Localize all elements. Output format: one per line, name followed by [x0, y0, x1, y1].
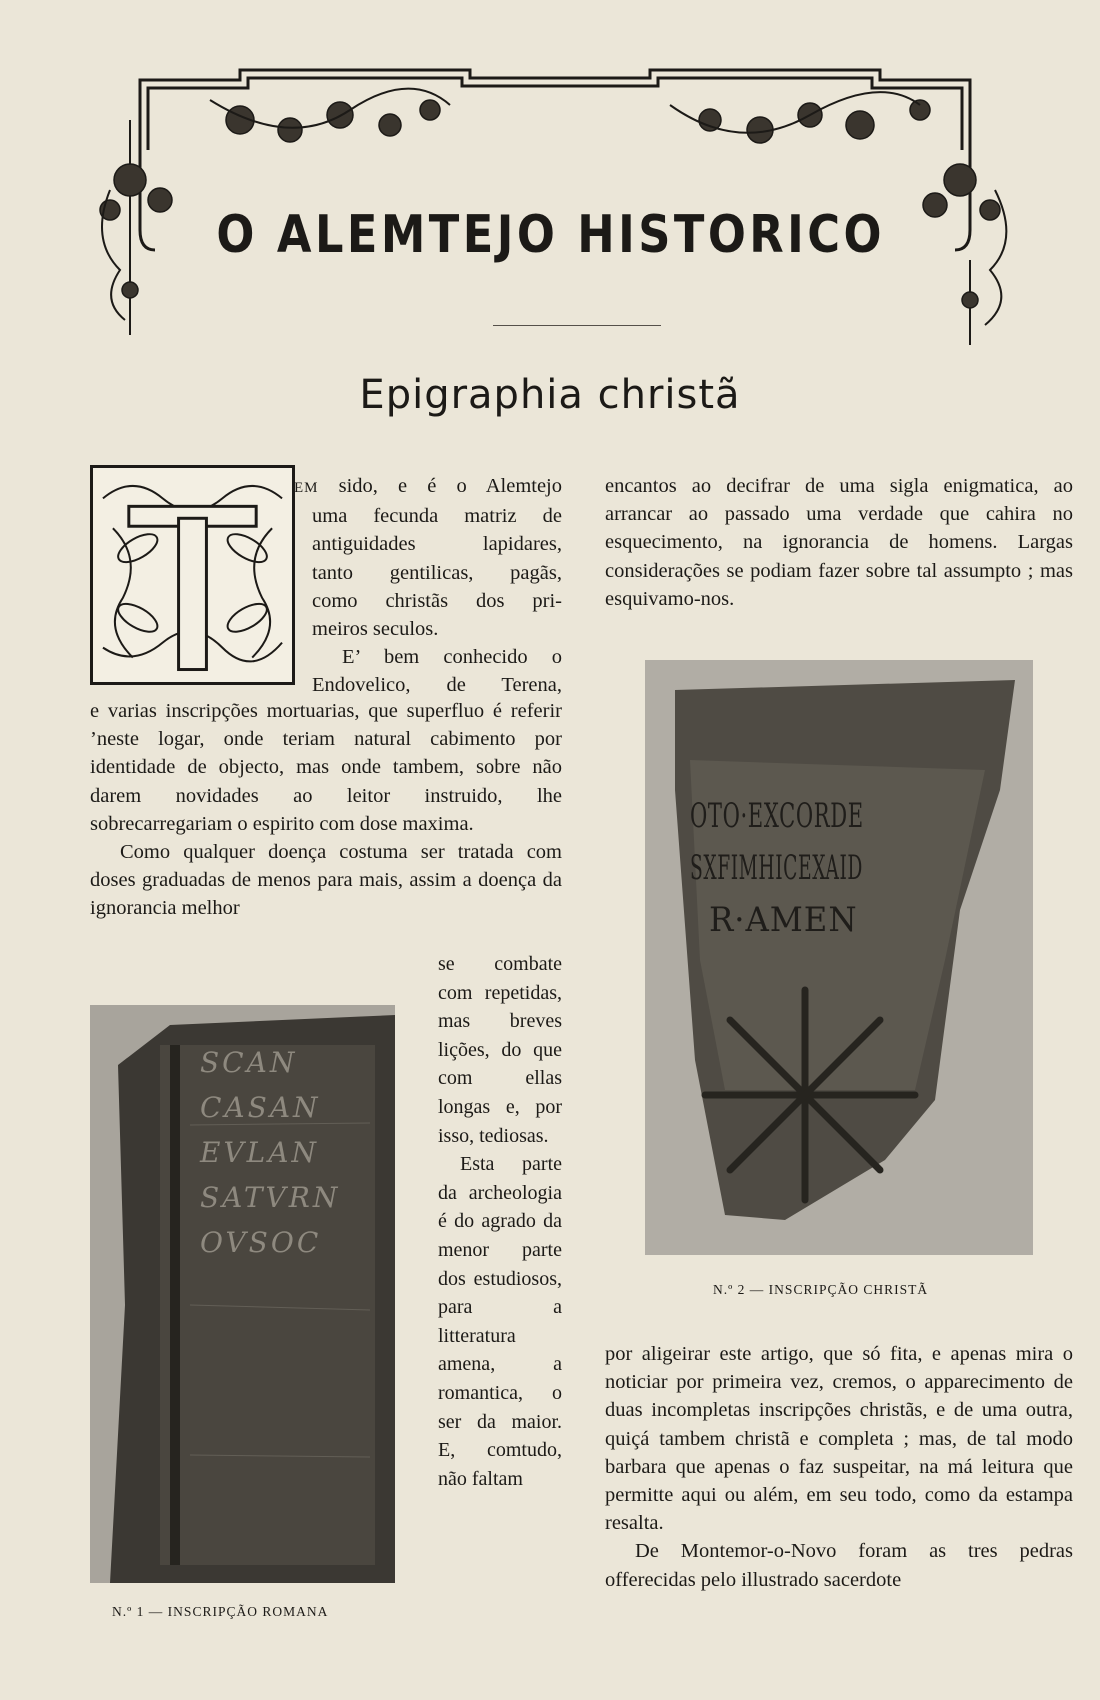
intro-line: [294, 472, 562, 502]
figure-1-inscription: [200, 1040, 390, 1265]
para2-line: E’ bem conhecido o: [342, 646, 562, 669]
inscription-line: R·AMEN: [709, 900, 858, 940]
inscription-line: EVLAN: [200, 1136, 319, 1169]
col2-top-block: [605, 472, 1073, 613]
dropcap-ornament: [90, 465, 295, 685]
inscription-line: OTO·EXCORDE: [690, 796, 864, 836]
intro-line: tanto gentilicas, pagãs,: [312, 561, 562, 584]
inscription-line: OVSOC: [200, 1226, 322, 1259]
figure-2-inscription: [690, 790, 990, 946]
article-subtitle: Epigraphia christã: [359, 372, 741, 418]
intro-line: antiguidades lapidares,: [312, 533, 562, 556]
article-title: O ALEMTEJO HISTORICO: [216, 205, 885, 265]
figure-2-caption: N.º 2 — INSCRIPÇÃO CHRISTÃ: [713, 1282, 929, 1297]
paragraph-4: Esta parte da archeologia é do agrado da menor parte dos estudiosos, para a litteratura amena, a romantica, o ser da maior. E, comtudo, não faltam: [438, 1153, 562, 1490]
col2-bottom-block: [605, 1340, 1073, 1594]
paragraph-col2-top: encantos ao decifrar de uma sigla enigmatica, ao arrancar ao passado uma verdade que cahira no esquecimento, na ignorancia de homens. Largas considerações se podiam fazer sobre tal assumpto ; mas esquivamo-nos.: [605, 475, 1073, 610]
inscription-line: SXFIMHICEXAID: [690, 848, 863, 888]
col1-wrap-block: [438, 950, 562, 1493]
inscription-line: SCAN: [200, 1046, 298, 1079]
intro-line: como christãs dos pri-: [312, 589, 562, 612]
inscription-line: SATVRN: [200, 1181, 341, 1214]
paragraph-3: Como qualquer doença costuma ser tratada com doses graduadas de menos para mais, assim a doença da ignorancia melhor: [90, 841, 562, 920]
title-rule: [493, 325, 661, 326]
col1-main-block: [90, 697, 562, 923]
paragraph-col2-bottom: por aligeirar este artigo, que só fita, e apenas mira o noticiar por primeira vez, cremos, o apparecimento de duas incompletas inscripções christãs, e de uma outra, quiçá tambem christã e completa ; mas, de tal modo barbara que apenas o faz suspeitar, na má leitura que permitte aqui ou além, em seu todo, como da estampa resalta.: [605, 1343, 1073, 1535]
figure-1-photo: [90, 1005, 395, 1583]
figure-2-photo: [645, 660, 1033, 1255]
paragraph-col2-last: De Montemor-o-Novo foram as tres pedras offerecidas pelo illustrado sacerdote: [605, 1540, 1073, 1591]
intro-line-1: sido, e é o Alemtejo: [338, 475, 562, 497]
intro-lead-letters: EM: [294, 480, 319, 496]
paragraph-2-cont: e varias inscripções mortuarias, que superfluo é referir ’neste logar, onde teriam natural cabimento por identidade de objecto, mas onde tambem, sobre não darem novidades ao leitor instruido, lhe sobrecarregariam o espirito com dose maxima.: [90, 700, 562, 835]
figure-1-caption: N.º 1 — INSCRIPÇÃO ROMANA: [112, 1604, 329, 1619]
intro-line: uma fecunda matriz de: [312, 505, 562, 528]
para2-line: Endovelico, de Terena,: [312, 674, 562, 697]
col1-intro-block: [294, 472, 562, 700]
intro-line: meiros seculos.: [312, 618, 439, 641]
paragraph-3-cont: se combate com repetidas, mas breves lições, do que com ellas longas e, por isso, tediosas.: [438, 953, 562, 1147]
inscription-line: CASAN: [200, 1091, 321, 1124]
